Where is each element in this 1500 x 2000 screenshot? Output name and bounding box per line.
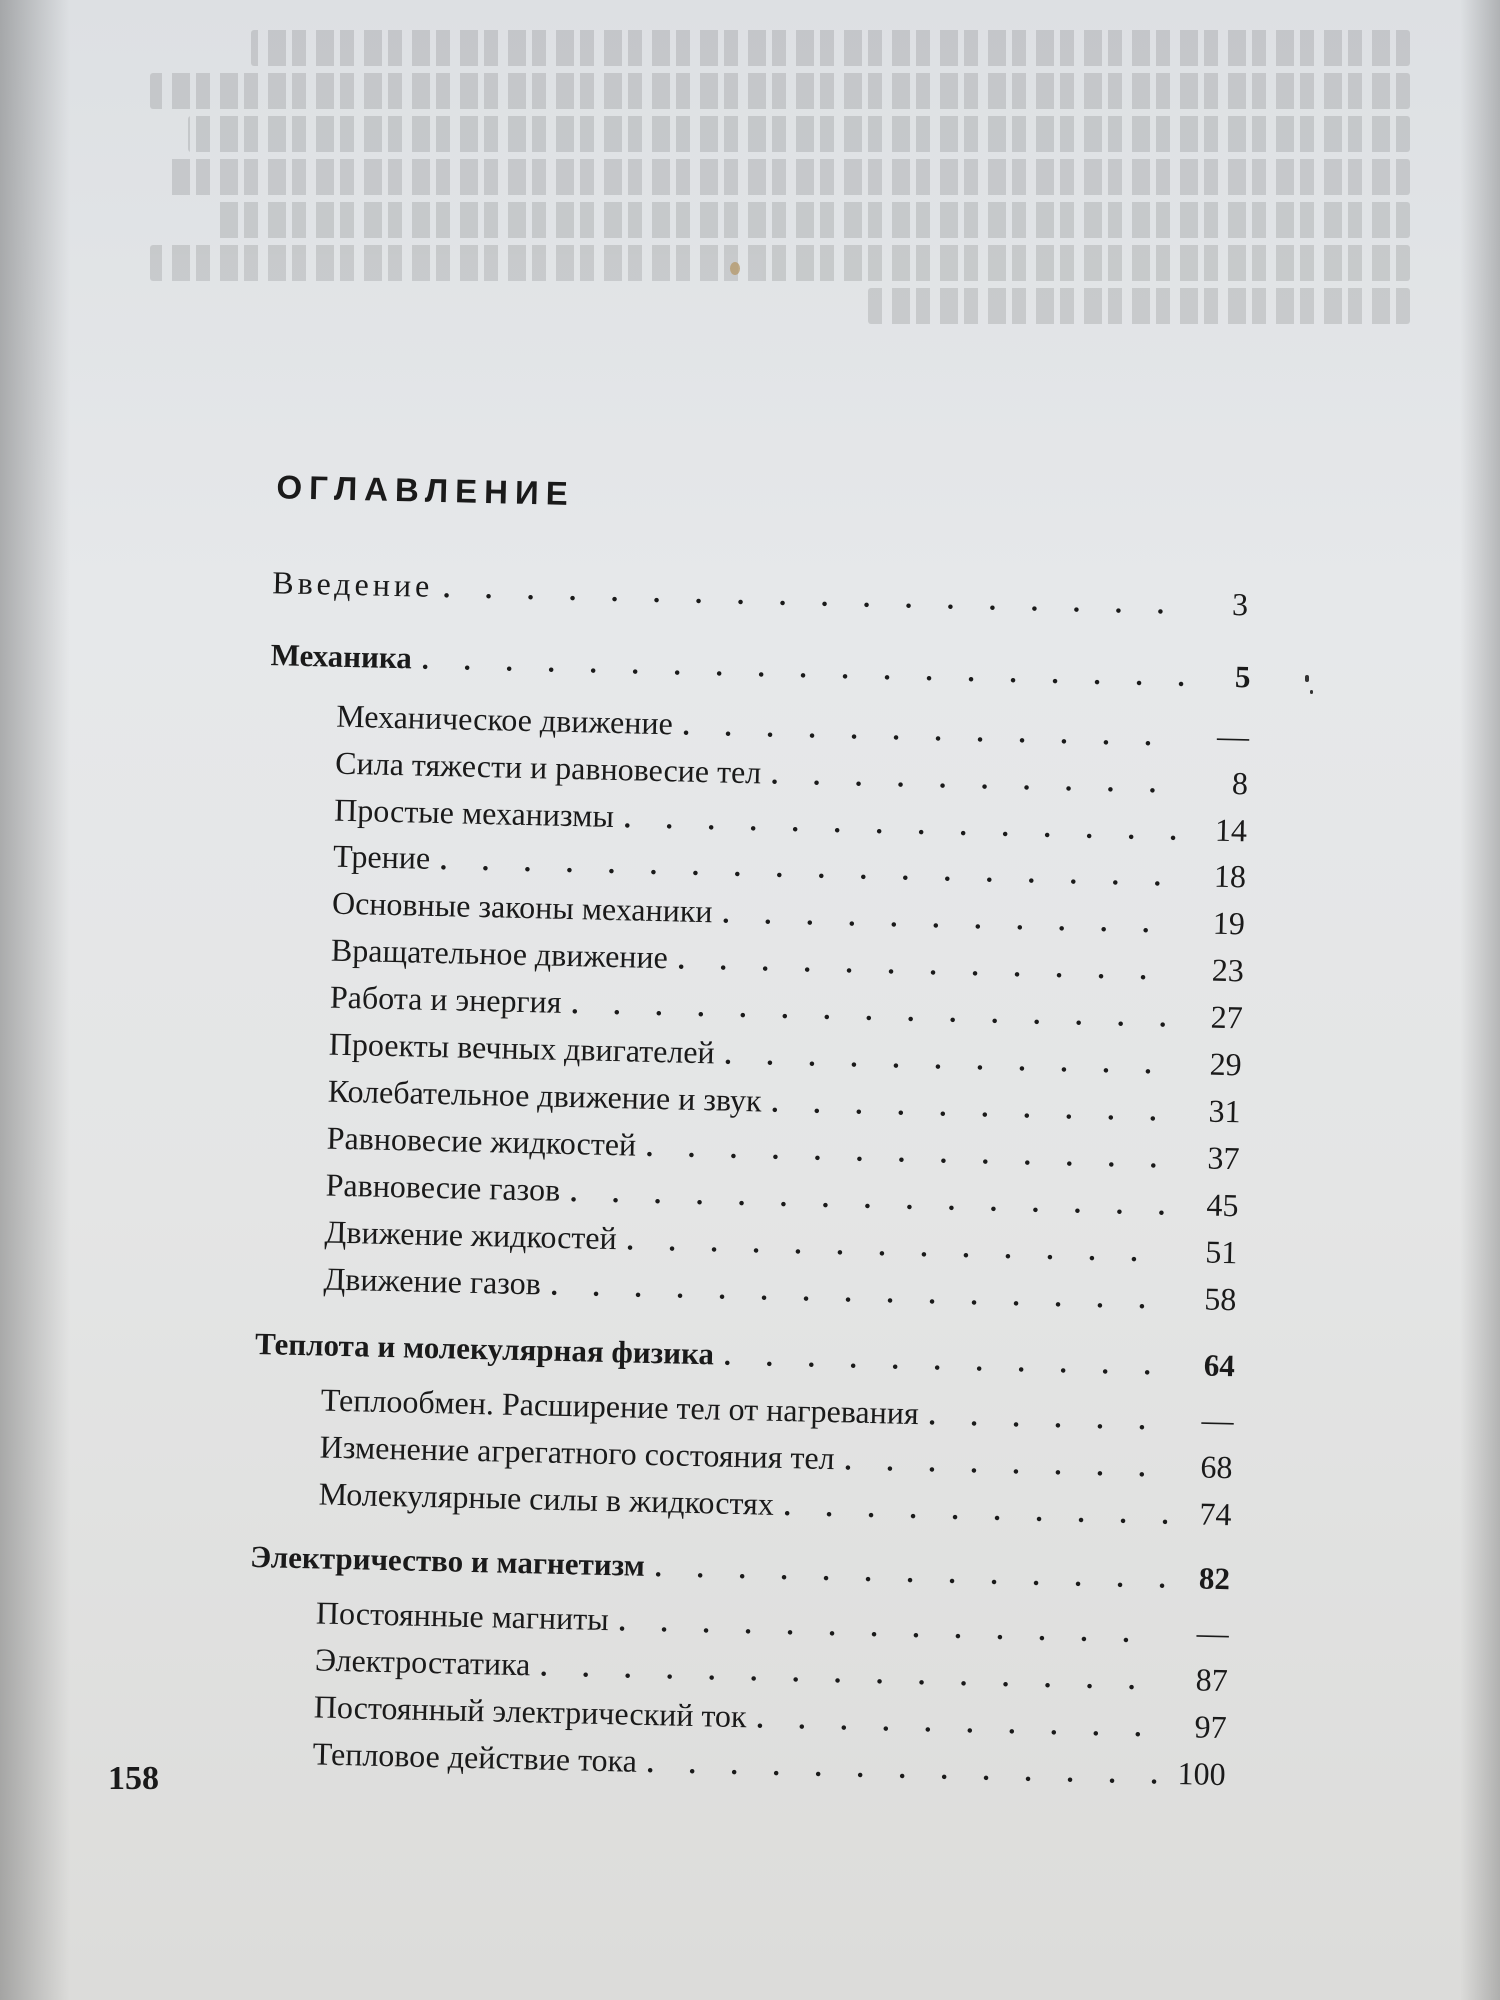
toc-entry-page: 68 (1200, 1448, 1233, 1486)
leader-dots (783, 1493, 1167, 1530)
toc-entry-page: 14 (1214, 811, 1248, 849)
toc-entry-page: 51 (1205, 1233, 1238, 1271)
toc-entry (325, 1167, 1239, 1225)
leader-dots (654, 1554, 1166, 1594)
leader-dots (443, 575, 1188, 620)
toc-entry-label: Проекты вечных двигателей (328, 1025, 716, 1071)
toc-entry (323, 1261, 1237, 1319)
toc-entry (320, 1382, 1234, 1440)
toc-entry-label: Простые механизмы (333, 791, 615, 834)
leader-dots (682, 713, 1185, 752)
toc-section-label: Теплота и молекулярная физика (254, 1325, 715, 1372)
toc-section-page: 82 (1198, 1560, 1231, 1597)
toc-entry-page: 87 (1195, 1661, 1229, 1699)
toc-section (255, 1326, 1236, 1384)
toc-entry-label: Введение (271, 564, 434, 604)
toc-entry (319, 1428, 1233, 1486)
toc-entry (315, 1641, 1229, 1699)
toc-entry-page: 37 (1207, 1139, 1240, 1177)
toc-entry-page: — (1201, 1401, 1235, 1439)
leader-dots (540, 1654, 1164, 1696)
leader-dots (928, 1402, 1170, 1435)
toc-entry-label: Равновесие газов (325, 1166, 561, 1208)
toc-entry-label: Постоянные магниты (315, 1594, 610, 1638)
toc-entry (272, 564, 1253, 623)
toc-entry-page: 45 (1206, 1186, 1239, 1224)
leader-dots (624, 805, 1184, 846)
toc-section-label: Электричество и магнетизм (249, 1538, 646, 1583)
toc-section-page: 64 (1203, 1347, 1236, 1384)
toc-entry-page: 31 (1208, 1092, 1242, 1130)
toc-entry-label: Работа и энергия (329, 978, 562, 1020)
toc-entry-page: 8 (1231, 765, 1249, 802)
leader-dots (677, 946, 1180, 985)
toc-entry-page: 97 (1194, 1708, 1228, 1746)
toc-entry-label: Равновесие жидкостей (326, 1119, 637, 1163)
leader-dots (756, 1705, 1163, 1742)
toc-entry-label: Основные законы механики (331, 884, 713, 930)
leader-dots (570, 1179, 1175, 1221)
leader-dots (646, 1134, 1176, 1174)
toc-entry-page: 27 (1210, 998, 1244, 1036)
toc-entry (318, 1475, 1232, 1533)
toc-entry (324, 1214, 1238, 1272)
toc-entry-page: — (1216, 717, 1250, 755)
leader-dots (626, 1227, 1173, 1267)
ink-speck (1305, 675, 1309, 682)
leader-dots (550, 1273, 1172, 1315)
leader-dots (722, 900, 1181, 938)
toc-entry-label: Молекулярные силы в жидкостях (318, 1475, 775, 1522)
toc-entry-label: Сила тяжести и равновесие тел (334, 744, 762, 791)
toc-entry-page: 29 (1209, 1045, 1243, 1083)
leader-dots (618, 1608, 1165, 1648)
leader-dots (771, 762, 1184, 799)
toc-entry-page: 3 (1231, 585, 1253, 623)
leader-dots (724, 1343, 1172, 1381)
toc-entry-page: 58 (1203, 1280, 1237, 1318)
leader-dots (771, 1090, 1177, 1127)
toc-entry (330, 979, 1244, 1037)
toc-section (250, 1539, 1231, 1597)
toc-entry-label: Вращательное движение (330, 931, 669, 976)
toc-entry (312, 1735, 1226, 1793)
toc-entry (331, 932, 1245, 990)
toc-section (270, 637, 1251, 695)
toc-entry (336, 698, 1250, 756)
toc-entry-page: 23 (1211, 951, 1245, 989)
toc-entry (328, 1026, 1242, 1084)
toc-entry-label: Механическое движение (335, 697, 674, 742)
toc-entry-label: Тепловое действие тока (312, 1735, 638, 1779)
toc-entry-label: Постоянный электрический ток (313, 1688, 747, 1735)
leader-dots (844, 1447, 1169, 1482)
toc-entry-label: Изменение агрегатного состояния тел (319, 1428, 836, 1477)
toc-entry (327, 1073, 1241, 1131)
leader-dots (422, 647, 1187, 692)
leader-dots (440, 847, 1182, 892)
toc-entry-label: Движение газов (323, 1260, 542, 1302)
toc-entry (333, 838, 1247, 896)
page-number: 158 (108, 1760, 159, 1797)
toc-entry-page: 19 (1212, 904, 1246, 942)
toc-entry (332, 885, 1246, 943)
toc-section-page: 5 (1234, 659, 1251, 695)
toc-entry (316, 1594, 1230, 1652)
leader-dots (647, 1750, 1162, 1790)
toc-entry (335, 745, 1249, 803)
toc-entry-label: Электростатика (314, 1641, 531, 1683)
toc-entry-label: Движение жидкостей (324, 1213, 618, 1257)
ink-speck (1310, 690, 1313, 694)
toc-section-label: Механика (270, 637, 413, 676)
toc-entry (326, 1120, 1240, 1178)
leader-dots (724, 1042, 1178, 1080)
leader-dots (571, 991, 1179, 1033)
toc-entry (313, 1688, 1227, 1746)
toc-entry-label: Теплообмен. Расширение тел от нагревания (320, 1381, 920, 1432)
toc-entry-page: 100 (1177, 1755, 1226, 1793)
toc-entry-label: Трение (332, 837, 431, 876)
toc-entry-label: Колебательное движение и звук (327, 1072, 762, 1119)
contents-heading: ОГЛАВЛЕНИЕ (276, 468, 576, 513)
toc-entry-page: — (1196, 1614, 1230, 1652)
toc-entry-page: 74 (1199, 1495, 1232, 1533)
toc-entry-page: 18 (1213, 857, 1247, 895)
